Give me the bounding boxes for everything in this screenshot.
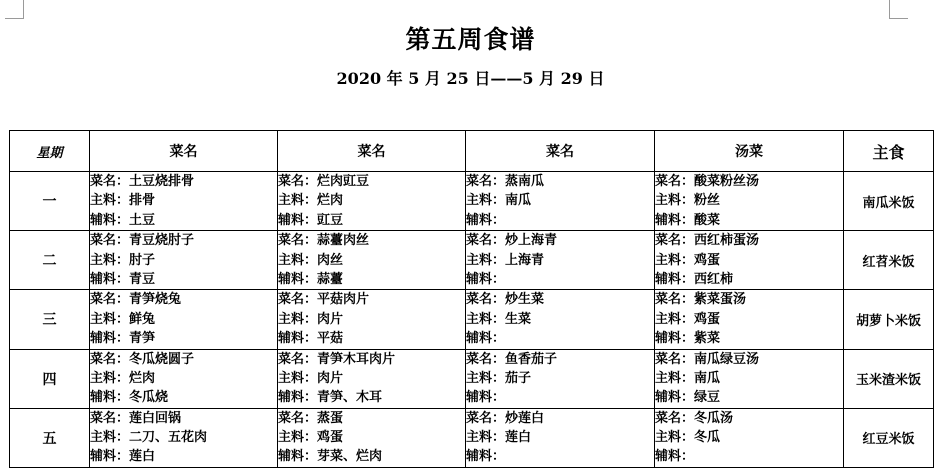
main-ingredient-line [278, 191, 465, 210]
main-ingredient-value: 鸡蛋 [694, 311, 721, 327]
dish-name-value: 蒜薹肉丝 [317, 233, 370, 249]
dish-name-value: 青豆烧肘子 [129, 233, 195, 249]
main-ingredient-value: 肉片 [317, 311, 344, 327]
aux-ingredient-line [90, 388, 277, 407]
main-ingredient-label: 主料： [655, 311, 695, 327]
main-ingredient-value: 肉片 [317, 370, 344, 386]
aux-ingredient-line [466, 447, 654, 466]
dish-cell [278, 172, 466, 231]
staple-cell: 红苕米饭 [844, 231, 934, 290]
aux-ingredient-value: 芽菜、烂肉 [317, 449, 383, 465]
main-ingredient-value: 茄子 [505, 370, 532, 386]
aux-ingredient-value: 西红柿 [694, 271, 734, 287]
dish-name-label: 菜名： [90, 292, 130, 308]
aux-ingredient-value: 青笋、木耳 [317, 390, 383, 406]
dish-name-label: 菜名： [655, 174, 695, 189]
dish-cell [466, 172, 655, 231]
aux-ingredient-label: 辅料： [655, 212, 695, 228]
dish-cell [90, 172, 278, 231]
main-ingredient-value: 鸡蛋 [317, 430, 344, 446]
aux-ingredient-label: 辅料： [278, 212, 318, 228]
dish-name-value: 蒸蛋 [317, 410, 344, 426]
main-ingredient-label: 主料： [90, 370, 130, 386]
aux-ingredient-value: 蒜薹 [317, 271, 344, 287]
dish-name-label: 菜名： [278, 233, 318, 249]
aux-ingredient-value: 青笋 [129, 331, 156, 347]
main-ingredient-label: 主料： [90, 193, 130, 209]
main-ingredient-line [466, 251, 654, 270]
aux-ingredient-label: 辅料： [278, 449, 318, 465]
aux-ingredient-label: 辅料： [90, 331, 130, 347]
aux-ingredient-line [655, 329, 843, 348]
staple-cell: 南瓜米饭 [844, 172, 934, 231]
main-ingredient-line [90, 251, 277, 270]
aux-ingredient-line [278, 270, 465, 289]
header-staple: 主食 [844, 131, 934, 172]
weekday-cell: 二 [10, 231, 90, 290]
aux-ingredient-value: 冬瓜烧 [129, 390, 169, 406]
main-ingredient-value: 排骨 [129, 193, 156, 209]
aux-ingredient-line [278, 211, 465, 230]
menu-row [10, 349, 934, 408]
main-ingredient-label: 主料： [90, 430, 130, 446]
dish-name-label: 菜名： [466, 174, 506, 189]
main-ingredient-value: 烂肉 [317, 193, 344, 209]
dish-name-value: 蒸南瓜 [505, 174, 545, 189]
aux-ingredient-line [655, 211, 843, 230]
dish-name-line [466, 290, 654, 309]
staple-cell: 红豆米饭 [844, 408, 934, 467]
dish-name-value: 冬瓜烧圆子 [129, 351, 195, 367]
aux-ingredient-label: 辅料： [466, 331, 506, 347]
main-ingredient-line [466, 310, 654, 329]
dish-name-label: 菜名： [655, 351, 695, 367]
main-ingredient-value: 南瓜 [505, 193, 532, 209]
dish-name-label: 菜名： [90, 410, 130, 426]
dish-cell [90, 231, 278, 290]
main-ingredient-label: 主料： [466, 430, 506, 446]
dish-name-value: 西红柿蛋汤 [694, 233, 760, 249]
dish-name-label: 菜名： [466, 351, 506, 367]
dish-cell [278, 408, 466, 467]
main-ingredient-value: 肉丝 [317, 252, 344, 268]
dish-name-value: 莲白回锅 [129, 410, 182, 426]
main-ingredient-label: 主料： [655, 252, 695, 268]
main-ingredient-line [90, 191, 277, 210]
dish-name-line [655, 290, 843, 309]
aux-ingredient-line [466, 329, 654, 348]
aux-ingredient-line [655, 270, 843, 289]
soup-cell [655, 290, 844, 349]
main-ingredient-line [278, 251, 465, 270]
dish-name-line [90, 231, 277, 250]
main-ingredient-line [655, 369, 843, 388]
aux-ingredient-value: 豇豆 [317, 212, 344, 228]
main-ingredient-line [278, 369, 465, 388]
main-ingredient-value: 二刀、五花肉 [129, 430, 208, 446]
aux-ingredient-label: 辅料： [466, 449, 506, 465]
menu-row [10, 290, 934, 349]
main-ingredient-line [466, 428, 654, 447]
dish-cell [466, 408, 655, 467]
header-dish-1: 菜名 [90, 131, 278, 172]
menu-row [10, 231, 934, 290]
aux-ingredient-value: 莲白 [129, 449, 156, 465]
menu-table [9, 130, 934, 468]
aux-ingredient-line [90, 329, 277, 348]
main-ingredient-label: 主料： [466, 193, 506, 209]
main-ingredient-value: 烂肉 [129, 370, 156, 386]
page-corner-mark-left [5, 0, 24, 19]
main-ingredient-line [90, 310, 277, 329]
aux-ingredient-label: 辅料： [655, 331, 695, 347]
aux-ingredient-label: 辅料： [655, 390, 695, 406]
dish-name-value: 冬瓜汤 [694, 410, 734, 426]
aux-ingredient-label: 辅料： [90, 212, 130, 228]
aux-ingredient-label: 辅料： [90, 449, 130, 465]
dish-name-label: 菜名： [90, 174, 130, 189]
main-ingredient-line [655, 428, 843, 447]
main-ingredient-label: 主料： [90, 311, 130, 327]
dish-cell [90, 290, 278, 349]
dish-name-value: 青笋木耳肉片 [317, 351, 396, 367]
main-ingredient-line [90, 428, 277, 447]
document-title: 第五周食谱 [405, 25, 536, 54]
soup-cell [655, 172, 844, 231]
dish-name-label: 菜名： [466, 233, 506, 249]
aux-ingredient-value: 青豆 [129, 271, 156, 287]
dish-name-label: 菜名： [278, 351, 318, 367]
dish-cell [466, 231, 655, 290]
dish-name-value: 烂肉豇豆 [317, 174, 370, 189]
main-ingredient-label: 主料： [90, 252, 130, 268]
dish-name-value: 青笋烧兔 [129, 292, 182, 308]
dish-name-line [278, 350, 465, 369]
dish-name-line [278, 231, 465, 250]
dish-name-label: 菜名： [655, 233, 695, 249]
main-ingredient-label: 主料： [278, 370, 318, 386]
aux-ingredient-value: 绿豆 [694, 390, 721, 406]
dish-cell [466, 349, 655, 408]
dish-name-value: 平菇肉片 [317, 292, 370, 308]
staple-cell: 玉米渣米饭 [844, 349, 934, 408]
dish-name-line [90, 172, 277, 191]
dish-name-label: 菜名： [278, 174, 318, 189]
dish-name-line [655, 409, 843, 428]
main-ingredient-line [466, 369, 654, 388]
soup-cell [655, 349, 844, 408]
aux-ingredient-line [655, 388, 843, 407]
dish-name-line [90, 409, 277, 428]
main-ingredient-label: 主料： [466, 252, 506, 268]
weekday-cell: 四 [10, 349, 90, 408]
aux-ingredient-label: 辅料： [655, 449, 695, 465]
dish-name-line [466, 350, 654, 369]
header-soup: 汤菜 [655, 131, 844, 172]
aux-ingredient-label: 辅料： [278, 331, 318, 347]
soup-cell [655, 231, 844, 290]
aux-ingredient-label: 辅料： [466, 390, 506, 406]
aux-ingredient-line [655, 447, 843, 466]
aux-ingredient-label: 辅料： [278, 271, 318, 287]
aux-ingredient-line [466, 211, 654, 230]
dish-name-line [655, 172, 843, 191]
main-ingredient-label: 主料： [466, 370, 506, 386]
aux-ingredient-line [90, 211, 277, 230]
aux-ingredient-line [90, 270, 277, 289]
main-ingredient-line [278, 428, 465, 447]
menu-row [10, 408, 934, 467]
main-ingredient-value: 生菜 [505, 311, 532, 327]
dish-cell [278, 349, 466, 408]
main-ingredient-label: 主料： [278, 311, 318, 327]
header-dish-3: 菜名 [466, 131, 655, 172]
main-ingredient-label: 主料： [655, 430, 695, 446]
soup-cell [655, 408, 844, 467]
dish-name-line [466, 231, 654, 250]
dish-name-label: 菜名： [90, 351, 130, 367]
dish-name-label: 菜名： [655, 410, 695, 426]
aux-ingredient-label: 辅料： [466, 271, 506, 287]
main-ingredient-value: 南瓜 [694, 370, 721, 386]
dish-name-line [466, 409, 654, 428]
aux-ingredient-label: 辅料： [90, 390, 130, 406]
aux-ingredient-line [90, 447, 277, 466]
dish-name-value: 土豆烧排骨 [129, 174, 195, 189]
dish-cell [90, 349, 278, 408]
main-ingredient-value: 鲜兔 [129, 311, 156, 327]
aux-ingredient-label: 辅料： [90, 271, 130, 287]
dish-name-line [278, 409, 465, 428]
main-ingredient-line [655, 251, 843, 270]
dish-name-value: 炒上海青 [505, 233, 558, 249]
page-corner-mark-right [889, 0, 908, 19]
main-ingredient-label: 主料： [655, 193, 695, 209]
dish-name-value: 南瓜绿豆汤 [694, 351, 760, 367]
date-range: 2020 年 5 月 25 日——5 月 29 日 [336, 69, 605, 88]
aux-ingredient-line [466, 388, 654, 407]
main-ingredient-value: 鸡蛋 [694, 252, 721, 268]
menu-row [10, 172, 934, 231]
main-ingredient-label: 主料： [278, 193, 318, 209]
main-ingredient-line [655, 310, 843, 329]
dish-cell [466, 290, 655, 349]
main-ingredient-value: 冬瓜 [694, 430, 721, 446]
main-ingredient-value: 肘子 [129, 252, 156, 268]
dish-name-line [278, 172, 465, 191]
staple-cell: 胡萝卜米饭 [844, 290, 934, 349]
aux-ingredient-value: 酸菜 [694, 212, 721, 228]
dish-name-label: 菜名： [278, 292, 318, 308]
dish-name-line [655, 350, 843, 369]
weekday-cell: 三 [10, 290, 90, 349]
dish-name-line [90, 350, 277, 369]
main-ingredient-value: 粉丝 [694, 193, 721, 209]
aux-ingredient-value: 土豆 [129, 212, 156, 228]
weekday-cell: 五 [10, 408, 90, 467]
aux-ingredient-value: 紫菜 [694, 331, 721, 347]
dish-name-line [655, 231, 843, 250]
aux-ingredient-line [278, 447, 465, 466]
dish-cell [278, 231, 466, 290]
header-dish-2: 菜名 [278, 131, 466, 172]
aux-ingredient-label: 辅料： [655, 271, 695, 287]
main-ingredient-label: 主料： [278, 252, 318, 268]
header-weekday: 星期 [10, 131, 90, 172]
dish-name-label: 菜名： [90, 233, 130, 249]
main-ingredient-label: 主料： [278, 430, 318, 446]
aux-ingredient-value: 平菇 [317, 331, 344, 347]
dish-name-label: 菜名： [278, 410, 318, 426]
main-ingredient-line [655, 191, 843, 210]
aux-ingredient-line [466, 270, 654, 289]
dish-name-label: 菜名： [466, 410, 506, 426]
weekday-cell: 一 [10, 172, 90, 231]
dish-name-line [90, 290, 277, 309]
main-ingredient-label: 主料： [466, 311, 506, 327]
main-ingredient-value: 莲白 [505, 430, 532, 446]
dish-name-line [466, 172, 654, 191]
header-row [10, 131, 934, 172]
dish-name-label: 菜名： [466, 292, 506, 308]
aux-ingredient-line [278, 329, 465, 348]
dish-name-value: 紫菜蛋汤 [694, 292, 747, 308]
main-ingredient-label: 主料： [655, 370, 695, 386]
aux-ingredient-label: 辅料： [466, 212, 506, 228]
aux-ingredient-label: 辅料： [278, 390, 318, 406]
dish-name-value: 炒莲白 [505, 410, 545, 426]
main-ingredient-value: 上海青 [505, 252, 545, 268]
aux-ingredient-line [278, 388, 465, 407]
dish-name-value: 炒生菜 [505, 292, 545, 308]
main-ingredient-line [90, 369, 277, 388]
dish-cell [90, 408, 278, 467]
main-ingredient-line [466, 191, 654, 210]
dish-cell [278, 290, 466, 349]
main-ingredient-line [278, 310, 465, 329]
dish-name-value: 酸菜粉丝汤 [694, 174, 760, 189]
dish-name-value: 鱼香茄子 [505, 351, 558, 367]
dish-name-label: 菜名： [655, 292, 695, 308]
dish-name-line [278, 290, 465, 309]
